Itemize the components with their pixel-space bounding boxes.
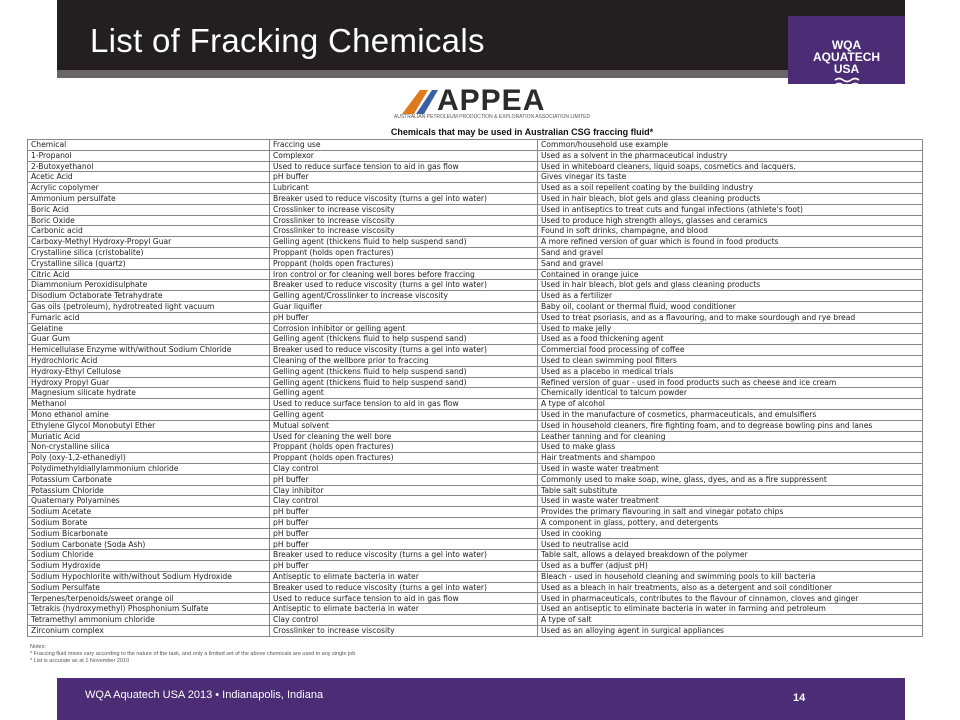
chemical-cell: Potassium Carbonate — [28, 474, 270, 485]
fraccing-use-cell: Proppant (holds open fractures) — [270, 442, 538, 453]
chemical-cell: Ammonium persulfate — [28, 193, 270, 204]
table-row — [28, 550, 923, 561]
household-use-cell: Used in cooking — [538, 528, 923, 539]
chemical-cell: Zirconium complex — [28, 625, 270, 636]
table-row — [28, 463, 923, 474]
fraccing-use-cell: Crosslinker to increase viscosity — [270, 625, 538, 636]
fraccing-use-cell: Clay control — [270, 615, 538, 626]
chemical-cell: 2-Butoxyethanol — [28, 161, 270, 172]
household-use-cell: A type of alcohol — [538, 399, 923, 410]
household-use-cell: A more refined version of guar which is found in food products — [538, 237, 923, 248]
table-row — [28, 247, 923, 258]
footer-text: WQA Aquatech USA 2013 • Indianapolis, Indiana — [85, 689, 324, 701]
chemical-cell: Methanol — [28, 399, 270, 410]
fraccing-use-cell: Mutual solvent — [270, 420, 538, 431]
household-use-cell: Table salt, allows a delayed breakdown of the polymer — [538, 550, 923, 561]
table-row — [28, 388, 923, 399]
fraccing-use-cell: Corrosion inhibitor or gelling agent — [270, 323, 538, 334]
table-row — [28, 226, 923, 237]
household-use-cell: Chemically identical to talcum powder — [538, 388, 923, 399]
fraccing-use-cell: pH buffer — [270, 474, 538, 485]
org-name: AUSTRALIAN PETROLEUM PRODUCTION & EXPLORATION ASSOCIATION LIMITED — [393, 114, 591, 120]
chemical-cell: Magnesium silicate hydrate — [28, 388, 270, 399]
household-use-cell: Commonly used to make soap, wine, glass, dyes, and as a fire suppressent — [538, 474, 923, 485]
chemical-cell: Hemicellulase Enzyme with/without Sodium Chloride — [28, 345, 270, 356]
table-row — [28, 593, 923, 604]
chemical-cell: Acetic Acid — [28, 172, 270, 183]
chemical-cell: Tetrakis (hydroxymethyl) Phosphonium Sulfate — [28, 604, 270, 615]
logo-line-2: AQUATECH — [812, 49, 881, 64]
notes — [30, 644, 355, 665]
table-row — [28, 323, 923, 334]
chemicals-table — [27, 139, 923, 637]
fraccing-use-cell: Gelling agent/Crosslinker to increase viscosity — [270, 291, 538, 302]
household-use-cell: Used to treat psoriasis, and as a flavouring, and to make sourdough and rye bread — [538, 312, 923, 323]
chemical-cell: Citric Acid — [28, 269, 270, 280]
fraccing-use-cell: Gelling agent (thickens fluid to help suspend sand) — [270, 366, 538, 377]
household-use-cell: Used to make glass — [538, 442, 923, 453]
fraccing-use-cell: pH buffer — [270, 517, 538, 528]
table-row — [28, 204, 923, 215]
fraccing-use-cell: pH buffer — [270, 172, 538, 183]
fraccing-use-cell: Breaker used to reduce viscosity (turns a gel into water) — [270, 550, 538, 561]
table-row — [28, 301, 923, 312]
fraccing-use-cell: Crosslinker to increase viscosity — [270, 204, 538, 215]
table-row — [28, 280, 923, 291]
chemical-cell: Potassium Chloride — [28, 485, 270, 496]
table-row — [28, 269, 923, 280]
household-use-cell: Sand and gravel — [538, 258, 923, 269]
fraccing-use-cell: Breaker used to reduce viscosity (turns a gel into water) — [270, 280, 538, 291]
chemical-cell: Fumaric acid — [28, 312, 270, 323]
table-row — [28, 625, 923, 636]
table-row — [28, 442, 923, 453]
chemical-cell: Carbonic acid — [28, 226, 270, 237]
table-title: Chemicals that may be used in Australian CSG fraccing fluid* — [390, 127, 654, 137]
fraccing-use-cell: Gelling agent — [270, 409, 538, 420]
chemical-cell: Non-crystalline silica — [28, 442, 270, 453]
page-number: 14 — [793, 692, 806, 704]
fraccing-use-cell: Lubricant — [270, 183, 538, 194]
fraccing-use-cell: Clay control — [270, 463, 538, 474]
notes-heading: Notes: — [30, 644, 46, 650]
fraccing-use-cell: Clay control — [270, 496, 538, 507]
household-use-cell: Used in household cleaners, fire fighting foam, and to degrease bowling pins and lanes — [538, 420, 923, 431]
logo-line-3: USA — [833, 61, 860, 76]
fraccing-use-cell: Breaker used to reduce viscosity (turns a gel into water) — [270, 582, 538, 593]
household-use-cell: Used to make jelly — [538, 323, 923, 334]
household-use-cell: Used in whiteboard cleaners, liquid soaps, cosmetics and lacquers. — [538, 161, 923, 172]
fraccing-use-cell: Iron control or for cleaning well bores before fraccing — [270, 269, 538, 280]
chemical-cell: Hydroxy-Ethyl Cellulose — [28, 366, 270, 377]
household-use-cell: Gives vinegar its taste — [538, 172, 923, 183]
chemical-cell: Gas oils (petroleum), hydrotreated light vacuum — [28, 301, 270, 312]
household-use-cell: Used as a bleach in hair treatments, also as a detergent and soil conditioner — [538, 582, 923, 593]
household-use-cell: Refined version of guar - used in food products such as cheese and ice cream — [538, 377, 923, 388]
table-row — [28, 474, 923, 485]
fraccing-use-cell: pH buffer — [270, 528, 538, 539]
household-use-cell: Found in soft drinks, champagne, and blood — [538, 226, 923, 237]
table-row — [28, 485, 923, 496]
household-use-cell: Baby oil, coolant or thermal fluid, wood conditioner — [538, 301, 923, 312]
table-row — [28, 420, 923, 431]
table-row — [28, 258, 923, 269]
table-row — [28, 183, 923, 194]
household-use-cell: Contained in orange juice — [538, 269, 923, 280]
fraccing-use-cell: Gelling agent (thickens fluid to help suspend sand) — [270, 377, 538, 388]
household-use-cell: Used as a buffer (adjust pH) — [538, 561, 923, 572]
household-use-cell: Used in waste water treatment — [538, 496, 923, 507]
header-household-use: Common/household use example — [538, 140, 923, 151]
fraccing-use-cell: pH buffer — [270, 507, 538, 518]
chemical-cell: Sodium Carbonate (Soda Ash) — [28, 539, 270, 550]
table-row — [28, 377, 923, 388]
chemical-cell: Carboxy-Methyl Hydroxy-Propyl Guar — [28, 237, 270, 248]
fraccing-use-cell: Antiseptic to elimate bacteria in water — [270, 571, 538, 582]
fraccing-use-cell: Gelling agent (thickens fluid to help suspend sand) — [270, 237, 538, 248]
fraccing-use-cell: Used to reduce surface tension to aid in gas flow — [270, 593, 538, 604]
chemical-cell: Guar Gum — [28, 334, 270, 345]
fraccing-use-cell: Breaker used to reduce viscosity (turns a gel into water) — [270, 193, 538, 204]
table-row — [28, 345, 923, 356]
slide-title: List of Fracking Chemicals — [90, 22, 485, 59]
table-row — [28, 334, 923, 345]
household-use-cell: Commercial food processing of coffee — [538, 345, 923, 356]
table-row — [28, 355, 923, 366]
chemical-cell: Sodium Acetate — [28, 507, 270, 518]
chemical-cell: Quaternary Polyamines — [28, 496, 270, 507]
scanned-document — [22, 84, 942, 674]
header-fraccing-use: Fraccing use — [270, 140, 538, 151]
fraccing-use-cell: Proppant (holds open fractures) — [270, 247, 538, 258]
fraccing-use-cell: Complexor — [270, 150, 538, 161]
fraccing-use-cell: pH buffer — [270, 561, 538, 572]
chemical-cell: Hydrochloric Acid — [28, 355, 270, 366]
note-line: * Fraccing fluid mixes vary according to the nature of the task, and only a limited set of the above chemicals are used in any single job — [30, 651, 356, 657]
fraccing-use-cell: Gelling agent (thickens fluid to help suspend sand) — [270, 334, 538, 345]
household-use-cell: A type of salt — [538, 615, 923, 626]
table-row — [28, 172, 923, 183]
household-use-cell: Used in the manufacture of cosmetics, pharmaceuticals, and emulsifiers — [538, 409, 923, 420]
table-row — [28, 237, 923, 248]
chemical-cell: Sodium Hypochlorite with/without Sodium Hydroxide — [28, 571, 270, 582]
chemical-cell: Boric Oxide — [28, 215, 270, 226]
table-row — [28, 539, 923, 550]
chemical-cell: Ethylene Glycol Monobutyl Ether — [28, 420, 270, 431]
fraccing-use-cell: Breaker used to reduce viscosity (turns a gel into water) — [270, 345, 538, 356]
table-row — [28, 496, 923, 507]
chemical-cell: Polydimethyldiallylammonium chloride — [28, 463, 270, 474]
table-row — [28, 366, 923, 377]
table-row — [28, 517, 923, 528]
appea-logo-text: APPEA — [437, 84, 546, 117]
table-row — [28, 604, 923, 615]
table-row — [28, 431, 923, 442]
table-row — [28, 528, 923, 539]
table-row — [28, 615, 923, 626]
household-use-cell: Used in antiseptics to treat cuts and fungal infections (athlete's foot) — [538, 204, 923, 215]
fraccing-use-cell: Proppant (holds open fractures) — [270, 258, 538, 269]
chemical-cell: Mono ethanol amine — [28, 409, 270, 420]
table-row — [28, 409, 923, 420]
table-row — [28, 399, 923, 410]
fraccing-use-cell: Guar liquifier — [270, 301, 538, 312]
fraccing-use-cell: Used to reduce surface tension to aid in gas flow — [270, 399, 538, 410]
household-use-cell: Sand and gravel — [538, 247, 923, 258]
household-use-cell: Leather tanning and for cleaning — [538, 431, 923, 442]
chemical-cell: Sodium Chloride — [28, 550, 270, 561]
household-use-cell: Bleach - used in household cleaning and swimming pools to kill bacteria — [538, 571, 923, 582]
table-row — [28, 561, 923, 572]
household-use-cell: Used an antiseptic to eliminate bacteria in water in farming and petroleum — [538, 604, 923, 615]
chemical-cell: Crystalline silica (quartz) — [28, 258, 270, 269]
table-row — [28, 507, 923, 518]
table-row — [28, 453, 923, 464]
chemical-cell: Hydroxy Propyl Guar — [28, 377, 270, 388]
chemical-cell: Disodium Octaborate Tetrahydrate — [28, 291, 270, 302]
fraccing-use-cell: pH buffer — [270, 312, 538, 323]
table-row — [28, 150, 923, 161]
chemical-cell: Muriatic Acid — [28, 431, 270, 442]
chemical-cell: Sodium Borate — [28, 517, 270, 528]
household-use-cell: Used as a soil repellent coating by the building industry — [538, 183, 923, 194]
household-use-cell: Used as a fertilizer — [538, 291, 923, 302]
table-row — [28, 215, 923, 226]
table-row — [28, 193, 923, 204]
table-row — [28, 312, 923, 323]
header-divider — [57, 70, 905, 78]
household-use-cell: A component in glass, pottery, and detergents — [538, 517, 923, 528]
chemical-cell: Terpenes/terpenoids/sweet orange oil — [28, 593, 270, 604]
fraccing-use-cell: Cleaning of the wellbore prior to fraccing — [270, 355, 538, 366]
fraccing-use-cell: Clay inhibitor — [270, 485, 538, 496]
fraccing-use-cell: Antiseptic to elimate bacteria in water — [270, 604, 538, 615]
note-line: * List is accurate as at 1 November 2010 — [30, 658, 130, 664]
fraccing-use-cell: Proppant (holds open fractures) — [270, 453, 538, 464]
chemical-cell: Diammonium Peroxidisulphate — [28, 280, 270, 291]
household-use-cell: Used as a food thickening agent — [538, 334, 923, 345]
chemical-cell: Poly (oxy-1,2-ethanediyl) — [28, 453, 270, 464]
table-row — [28, 582, 923, 593]
fraccing-use-cell: Used for cleaning the well bore — [270, 431, 538, 442]
household-use-cell: Used to neutralise acid — [538, 539, 923, 550]
fraccing-use-cell: pH buffer — [270, 539, 538, 550]
chemical-cell: Boric Acid — [28, 204, 270, 215]
chemical-cell: Tetramethyl ammonium chloride — [28, 615, 270, 626]
fraccing-use-cell: Crosslinker to increase viscosity — [270, 215, 538, 226]
chemical-cell: 1-Propanol — [28, 150, 270, 161]
table-row — [28, 161, 923, 172]
household-use-cell: Used in pharmaceuticals, contributes to the flavour of cinnamon, cloves and ginger — [538, 593, 923, 604]
household-use-cell: Used to clean swimming pool filters — [538, 355, 923, 366]
table-header-row — [28, 140, 923, 151]
logo-line-1: WQA — [831, 37, 862, 52]
chemical-cell: Crystalline silica (cristobalite) — [28, 247, 270, 258]
fraccing-use-cell: Gelling agent — [270, 388, 538, 399]
household-use-cell: Used as a solvent in the pharmaceutical industry — [538, 150, 923, 161]
household-use-cell: Used to produce high strength alloys, glasses and ceramics — [538, 215, 923, 226]
table-row — [28, 571, 923, 582]
header-chemical: Chemical — [28, 140, 270, 151]
household-use-cell: Used in hair bleach, blot gels and glass cleaning products — [538, 193, 923, 204]
household-use-cell: Hair treatments and shampoo — [538, 453, 923, 464]
chemical-cell: Sodium Persulfate — [28, 582, 270, 593]
household-use-cell: Used as an alloying agent in surgical appliances — [538, 625, 923, 636]
household-use-cell: Used in waste water treatment — [538, 463, 923, 474]
household-use-cell: Table salt substitute — [538, 485, 923, 496]
household-use-cell: Used in hair bleach, blot gels and glass cleaning products — [538, 280, 923, 291]
chemical-cell: Sodium Hydroxide — [28, 561, 270, 572]
chemical-cell: Acrylic copolymer — [28, 183, 270, 194]
household-use-cell: Provides the primary flavouring in salt and vinegar potato chips — [538, 507, 923, 518]
chemical-cell: Gelatine — [28, 323, 270, 334]
fraccing-use-cell: Crosslinker to increase viscosity — [270, 226, 538, 237]
fraccing-use-cell: Used to reduce surface tension to aid in gas flow — [270, 161, 538, 172]
chemical-cell: Sodium Bicarbonate — [28, 528, 270, 539]
table-row — [28, 291, 923, 302]
household-use-cell: Used as a placebo in medical trials — [538, 366, 923, 377]
